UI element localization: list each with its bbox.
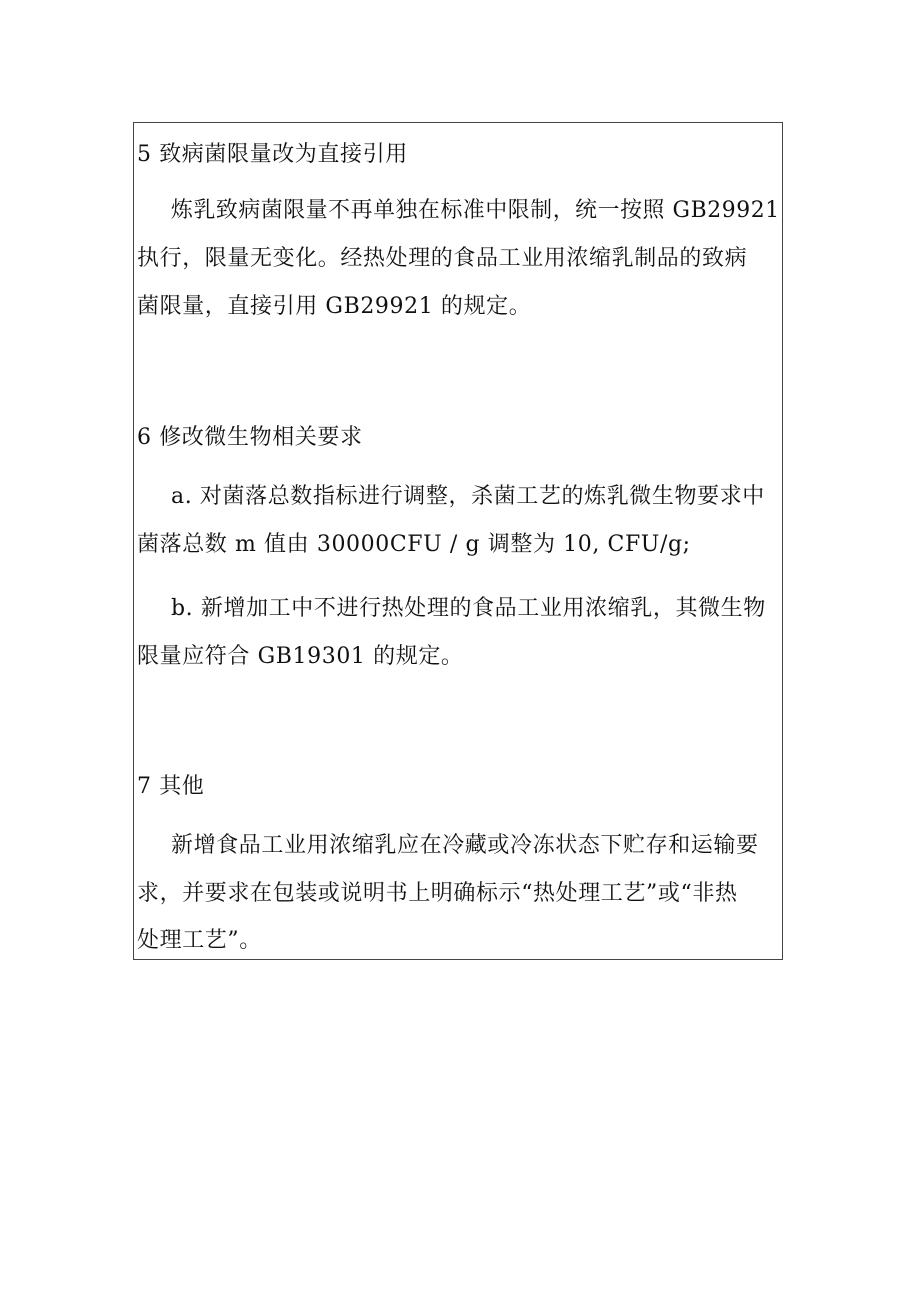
section-5-paragraph-line: 执行，限量无变化。经热处理的食品工业用浓缩乳制品的致病	[137, 246, 748, 271]
section-7-paragraph-line: 处理工艺”。	[137, 928, 262, 953]
section-5-paragraph-line: 菌限量，直接引用 GB29921 的规定。	[137, 294, 532, 319]
section-5-paragraph-line: 炼乳致病菌限量不再单独在标准中限制，统一按照 GB29921	[171, 198, 780, 223]
section-5-heading: 5 致病菌限量改为直接引用	[137, 142, 408, 167]
section-6-item-b-line: b. 新增加工中不进行热处理的食品工业用浓缩乳，其微生物	[171, 596, 766, 621]
section-6-item-a-line: 菌落总数 m 值由 30000CFU / g 调整为 10, CFU/g;	[137, 532, 691, 557]
section-6-item-b-line: 限量应符合 GB19301 的规定。	[137, 644, 464, 669]
section-6-item-a-line: a. 对菌落总数指标进行调整，杀菌工艺的炼乳微生物要求中	[171, 484, 765, 509]
section-7-heading: 7 其他	[137, 774, 205, 799]
section-7-paragraph-line: 求，并要求在包装或说明书上明确标示“热处理工艺”或“非热	[137, 881, 738, 906]
section-6-heading: 6 修改微生物相关要求	[137, 425, 363, 450]
section-7-paragraph-line: 新增食品工业用浓缩乳应在冷藏或冷冻状态下贮存和运输要	[171, 833, 759, 858]
